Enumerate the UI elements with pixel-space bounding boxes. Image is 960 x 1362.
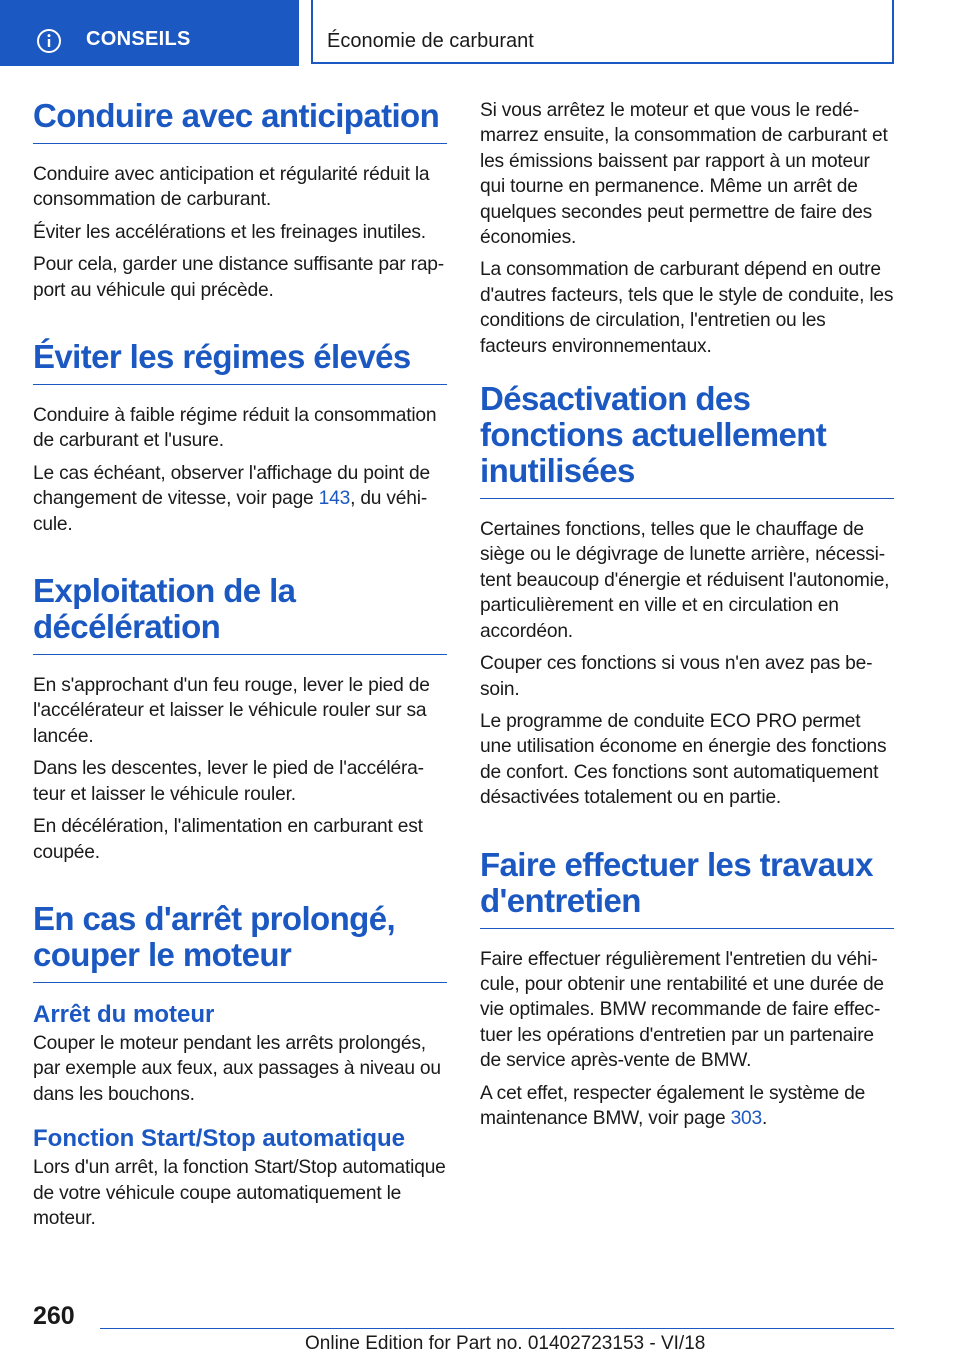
subsection-heading: Arrêt du moteur [33, 1000, 215, 1028]
paragraph [33, 461, 447, 537]
page-link-303[interactable]: 303 [730, 1107, 762, 1129]
section-heading: Faire effectuer les travaux d'entretien [480, 847, 894, 929]
right-column [480, 98, 894, 1167]
section-maintenance [480, 847, 894, 1132]
text: Le cas échéant, observer l'affichage du point de changement de vitesse, voir page [33, 462, 430, 510]
paragraph: Pour cela, garder une distance suffisante par rapport au véhicule qui précède. [33, 254, 445, 301]
paragraph: Couper le moteur pendant les arrêts prolongés, par exemple aux feux, aux passages à niveau ou dans les bouchons. [33, 1032, 441, 1105]
paragraph: Couper ces fonctions si vous n'en avez pas besoin. [480, 653, 873, 700]
footer-divider [100, 1328, 894, 1329]
paragraph: Certaines fonctions, telles que le chauffage de siège ou le dégivrage de lunette arrière, nécessitent beaucoup d'énergie et réduisent l'autonomie, particulièrement en ville et en circulation en accordéon. [480, 519, 890, 642]
section-deceleration [33, 573, 447, 865]
text: , du véhicule. [33, 488, 428, 535]
section-unused-functions [480, 381, 894, 810]
section-tab [0, 0, 299, 66]
section-intro-continued [480, 98, 894, 359]
section-anticipation [33, 98, 447, 303]
paragraph: Si vous arrêtez le moteur et que vous le redémarrez ensuite, la consommation de carburant et les émissions baissent par rapport à un moteur qui tourne en permanence. Même un arrêt de quelques secondes peut permettre de faire des économies. [480, 100, 888, 249]
text: . [761, 1107, 768, 1129]
paragraph: En décélération, l'alimentation en carburant est coupée. [33, 816, 423, 863]
page-link-143[interactable]: 143 [318, 488, 351, 510]
section-heading: Éviter les régimes élevés [33, 339, 447, 385]
text: A cet effet, respecter également le système de maintenance BMW, voir page [480, 1082, 866, 1129]
section-heading: En cas d'arrêt prolongé, couper le moteur [33, 901, 447, 983]
paragraph: Faire effectuer régulièrement l'entretien du véhicule, pour obtenir une rentabilité et une durée de vie optimales. BMW recommande de faire effectuer les opérations d'entretien par un partenaire de service après-vente de BMW. [480, 948, 884, 1072]
info-icon [36, 28, 62, 54]
page-number: 260 [33, 1302, 75, 1330]
left-column [33, 98, 447, 1267]
paragraph: Dans les descentes, lever le pied de l'accélérateur et laisser le véhicule rouler. [33, 758, 425, 805]
section-high-revs [33, 339, 447, 537]
edition-text: Online Edition for Part no. 01402723153 - VI/18 [305, 1333, 706, 1354]
paragraph: Lors d'un arrêt, la fonction Start/Stop automatique de votre véhicule coupe automatiquement le moteur. [33, 1157, 446, 1229]
paragraph: Éviter les accélérations et les freinages inutiles. [33, 221, 426, 243]
paragraph: Conduire à faible régime réduit la consommation de carburant et l'usure. [33, 405, 437, 452]
paragraph: Le programme de conduite ECO PRO permet une utilisation économe en énergie des fonctions de confort. Ces fonctions sont automatiquement désactivées totalement ou en partie. [480, 710, 887, 809]
section-label: CONSEILS [86, 28, 191, 50]
paragraph [480, 1081, 894, 1132]
paragraph: La consommation de carburant dépend en outre d'autres facteurs, tels que le style de conduite, les conditions de circulation, l'entretien ou les facteurs environnementaux. [480, 259, 894, 357]
subsection-heading: Fonction Start/Stop automatique [33, 1125, 405, 1153]
paragraph: En s'approchant d'un feu rouge, lever le pied de l'accélérateur et laisser le véhicule rouler sur sa lancée. [33, 675, 430, 747]
chapter-header [311, 0, 894, 64]
section-heading: Désactivation des fonctions actuellement inutilisées [480, 381, 894, 499]
chapter-title: Économie de carburant [327, 30, 534, 52]
paragraph: Conduire avec anticipation et régularité réduit la consommation de carburant. [33, 164, 430, 211]
section-engine-off [33, 901, 447, 1231]
section-heading: Exploitation de la décélération [33, 573, 447, 655]
section-heading: Conduire avec anticipation [33, 98, 447, 144]
